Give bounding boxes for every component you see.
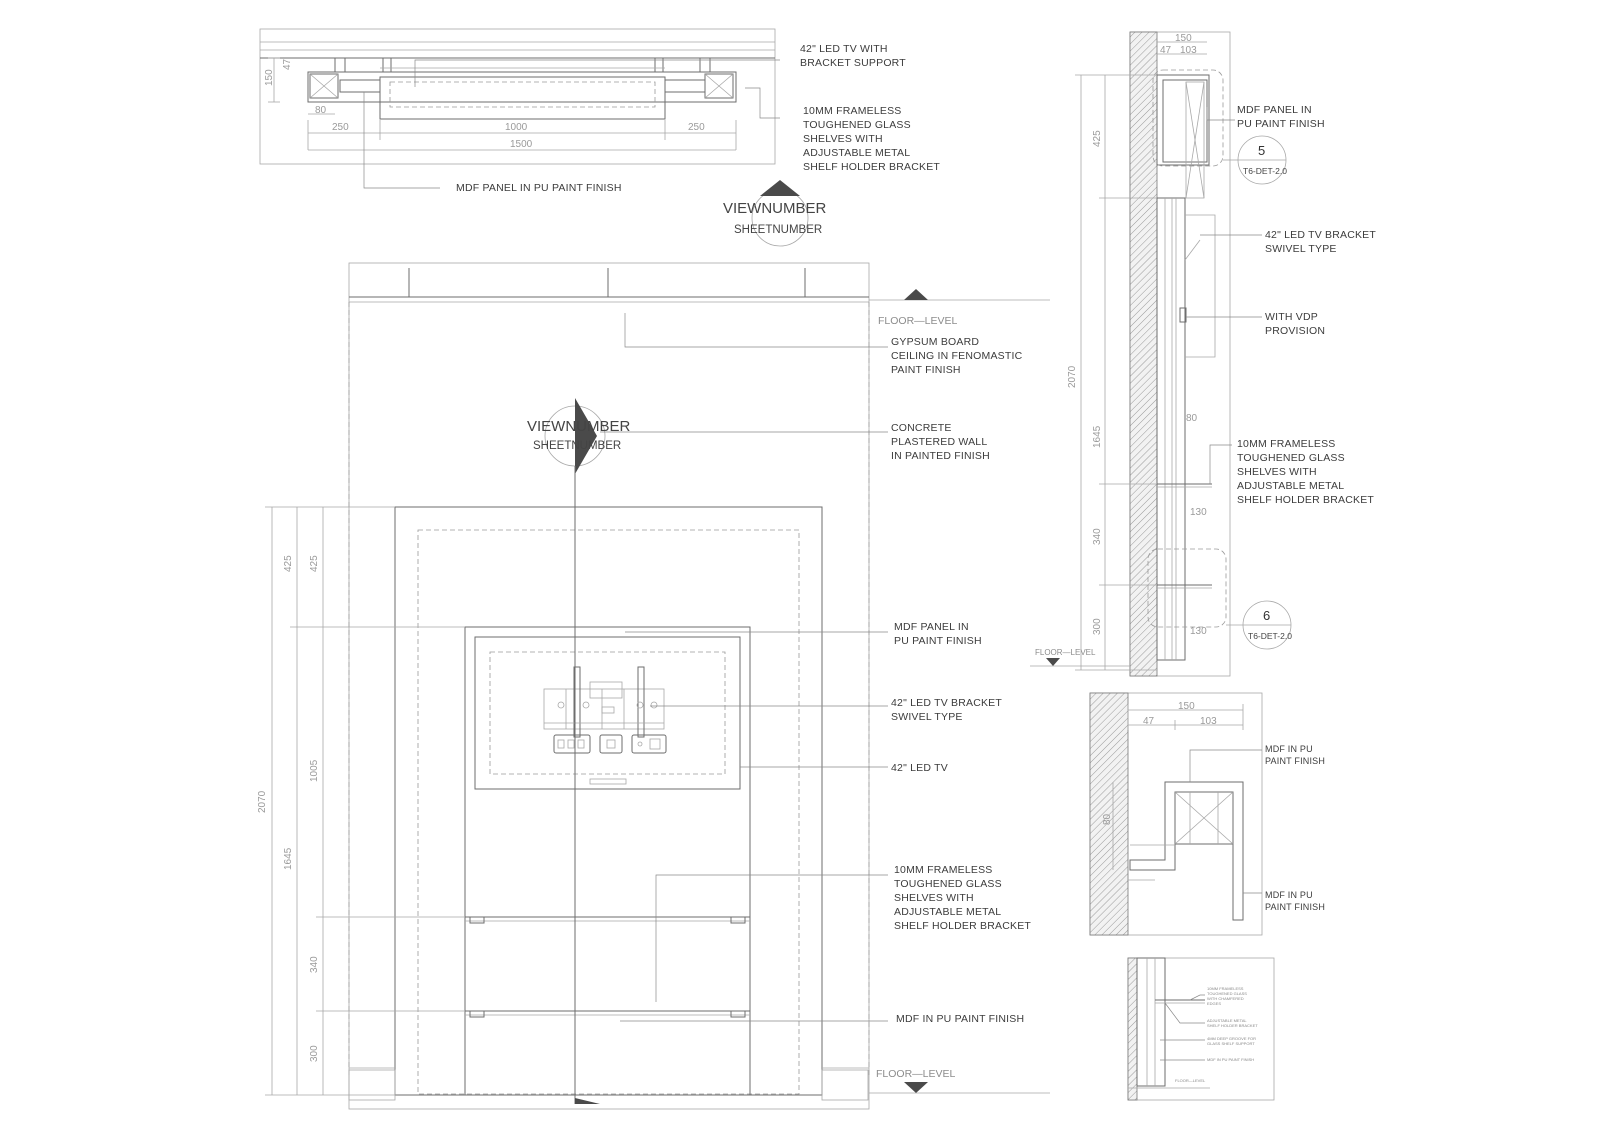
section-label-glass-4: ADJUSTABLE METAL [1237, 480, 1345, 492]
section-label-bracket-2: SWIVEL TYPE [1265, 243, 1337, 255]
plan-label-glass-4: ADJUSTABLE METAL [803, 147, 911, 159]
view-tag-top-sheetnumber: SHEETNUMBER [734, 224, 823, 236]
section-callout-6-ref: T6-DET-2.0 [1248, 631, 1292, 641]
view-tag-top [723, 180, 827, 246]
elev-label-glass-3: SHELVES WITH [894, 892, 974, 904]
plan-dim-150: 150 [264, 69, 275, 86]
section-dim-425: 425 [1092, 130, 1103, 147]
elev-label-concrete-2: PLASTERED WALL [891, 436, 988, 448]
elev-label-glass-1: 10MM FRAMELESS [894, 864, 993, 876]
section-dim-300: 300 [1092, 618, 1103, 635]
detail6-label-floor: FLOOR—LEVEL [1175, 1078, 1206, 1083]
elev-label-concrete-3: IN PAINTED FINISH [891, 450, 990, 462]
view-tag-middle [527, 398, 631, 474]
section-dim-103: 103 [1180, 45, 1197, 56]
detail6-label-groove-1: 4MM DEEP GROOVE FOR [1207, 1036, 1257, 1041]
elev-label-gypsum-2: CEILING IN FENOMASTIC [891, 350, 1023, 362]
detail6-label-glass-2: TOUGHENED GLASS [1207, 991, 1247, 996]
detail5-dim-47: 47 [1143, 716, 1155, 727]
view-tag-middle-viewnumber: VIEWNUMBER [527, 418, 631, 435]
plan-label-glass-5: SHELF HOLDER BRACKET [803, 161, 941, 173]
plan-view [260, 29, 940, 194]
section-floor-level: FLOOR—LEVEL [1035, 648, 1096, 657]
elev-dim-1645: 1645 [283, 847, 294, 870]
detail5-label-mdf-bottom-2: PAINT FINISH [1265, 902, 1326, 912]
elev-dim-2070: 2070 [257, 790, 268, 813]
section-label-glass-3: SHELVES WITH [1237, 466, 1317, 478]
elev-dim-425-b: 425 [309, 555, 320, 572]
elev-label-gypsum-3: PAINT FINISH [891, 364, 961, 376]
section-label-mdf-2: PU PAINT FINISH [1237, 118, 1325, 130]
detail6-label-groove-2: GLASS SHELF SUPPORT [1207, 1041, 1255, 1046]
plan-label-tv-1: 42" LED TV WITH [800, 43, 888, 55]
section-dim-1645: 1645 [1092, 425, 1103, 448]
plan-label-glass-3: SHELVES WITH [803, 133, 883, 145]
section-label-bracket-1: 42" LED TV BRACKET [1265, 229, 1377, 241]
elev-label-glass-5: SHELF HOLDER BRACKET [894, 920, 1032, 932]
section-callout-5-num: 5 [1258, 143, 1266, 158]
detail6-label-mdf: MDF IN PU PAINT FINISH [1207, 1057, 1255, 1062]
detail5-label-mdf-top-2: PAINT FINISH [1265, 756, 1326, 766]
detail5-dim-103: 103 [1200, 716, 1217, 727]
section-label-glass-2: TOUGHENED GLASS [1237, 452, 1345, 464]
elev-label-glass-2: TOUGHENED GLASS [894, 878, 1002, 890]
section-label-glass-1: 10MM FRAMELESS [1237, 438, 1336, 450]
floor-level-top: FLOOR—LEVEL [878, 315, 958, 327]
section-dim-130-b: 130 [1190, 626, 1207, 637]
section-dim-80: 80 [1186, 413, 1198, 424]
elev-label-bracket-1: 42" LED TV BRACKET [891, 697, 1003, 709]
detail5-dim-80: 80 [1102, 813, 1113, 825]
elev-dim-300: 300 [309, 1045, 320, 1062]
detail6-label-bracket-1: ADJUSTABLE METAL [1207, 1018, 1247, 1023]
section-label-vdp-1: WITH VDP [1265, 311, 1318, 323]
view-tag-top-viewnumber: VIEWNUMBER [723, 200, 827, 217]
elev-label-mdf-bottom: MDF IN PU PAINT FINISH [896, 1013, 1025, 1025]
detail-6 [1128, 958, 1274, 1100]
detail6-label-glass-4: EDGES [1207, 1001, 1222, 1006]
front-elevation [257, 263, 1050, 1109]
elev-label-mdf-panel-1: MDF PANEL IN [894, 621, 969, 633]
plan-label-glass-1: 10MM FRAMELESS [803, 105, 902, 117]
section-dim-340: 340 [1092, 528, 1103, 545]
plan-dim-250-right: 250 [688, 122, 705, 133]
detail6-label-glass-1: 10MM FRAMELESS [1207, 986, 1244, 991]
section-label-mdf-1: MDF PANEL IN [1237, 104, 1312, 116]
detail5-label-mdf-bottom-1: MDF IN PU [1265, 890, 1313, 900]
view-tag-middle-sheetnumber: SHEETNUMBER [533, 440, 622, 452]
detail6-label-glass-3: WITH CHAMFERED [1207, 996, 1244, 1001]
plan-dim-47: 47 [282, 58, 293, 70]
elev-dim-340: 340 [309, 956, 320, 973]
elev-label-mdf-panel-2: PU PAINT FINISH [894, 635, 982, 647]
section-dim-2070: 2070 [1067, 365, 1078, 388]
floor-level-bottom: FLOOR—LEVEL [876, 1068, 956, 1080]
section-callout-6-num: 6 [1263, 608, 1271, 623]
plan-label-glass-2: TOUGHENED GLASS [803, 119, 911, 131]
plan-dim-250-left: 250 [332, 122, 349, 133]
plan-dim-80: 80 [315, 105, 327, 116]
section-label-glass-5: SHELF HOLDER BRACKET [1237, 494, 1375, 506]
elev-label-concrete-1: CONCRETE [891, 422, 952, 434]
plan-dim-1500: 1500 [510, 139, 533, 150]
elev-label-tv: 42" LED TV [891, 762, 948, 774]
detail-5 [1090, 693, 1325, 935]
elev-label-bracket-2: SWIVEL TYPE [891, 711, 963, 723]
detail6-label-bracket-2: SHELF HOLDER BRACKET [1207, 1023, 1258, 1028]
section-callout-5-ref: T6-DET-2.0 [1243, 166, 1287, 176]
plan-label-mdf: MDF PANEL IN PU PAINT FINISH [456, 182, 622, 194]
detail5-label-mdf-top-1: MDF IN PU [1265, 744, 1313, 754]
section-dim-130-a: 130 [1190, 507, 1207, 518]
section-label-vdp-2: PROVISION [1265, 325, 1326, 337]
section-dim-47: 47 [1160, 45, 1172, 56]
elev-label-gypsum-1: GYPSUM BOARD [891, 336, 980, 348]
section-dim-150: 150 [1175, 33, 1192, 44]
plan-dim-1000: 1000 [505, 122, 528, 133]
plan-label-tv-2: BRACKET SUPPORT [800, 57, 906, 69]
elev-label-glass-4: ADJUSTABLE METAL [894, 906, 1002, 918]
detail5-dim-150: 150 [1178, 701, 1195, 712]
elev-dim-425-a: 425 [283, 555, 294, 572]
elev-dim-1005: 1005 [309, 759, 320, 782]
side-section [1030, 32, 1376, 676]
